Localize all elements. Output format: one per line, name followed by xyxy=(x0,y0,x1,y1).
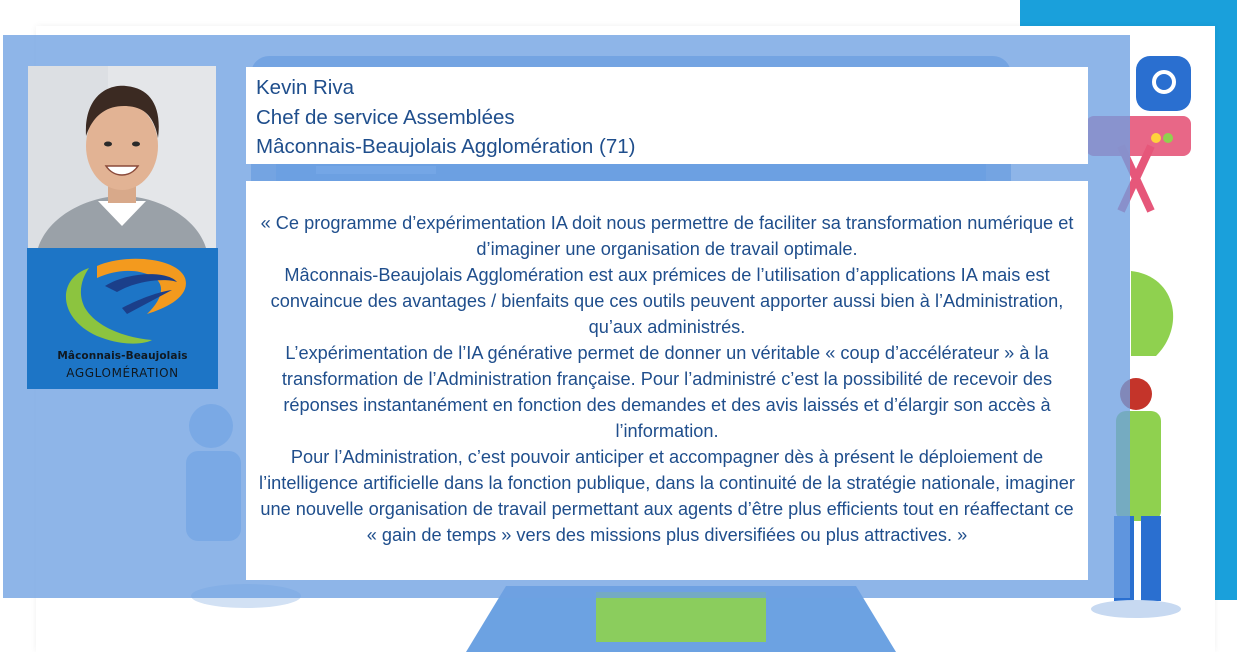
person-name: Kevin Riva xyxy=(256,76,354,99)
portrait-photo xyxy=(28,66,216,248)
quote-paragraph: « Ce programme d’expérimentation IA doit nous permettre de faciliter sa transformation numérique et d’imaginer une organisation de travail optimale. xyxy=(260,213,1074,259)
search-bubble xyxy=(1136,56,1191,111)
identity-box xyxy=(246,67,1088,164)
tablet-screen xyxy=(596,592,766,642)
quote-paragraph: Mâconnais-Beaujolais Agglomération est aux prémices de l’utilisation d’applications IA mais est convaincue des avantages / bienfaits que ces outils peuvent apporter aussi bien à l’Administration, qu’aux administrés. xyxy=(270,265,1064,337)
logo-name: Mâconnais-Beaujolais xyxy=(57,350,188,362)
person-leg xyxy=(1141,516,1161,601)
browser-dot xyxy=(1163,133,1173,143)
logo-heart-icon xyxy=(27,248,218,348)
quote-paragraph: Pour l’Administration, c’est pouvoir anticiper et accompagner dès à présent le déploiement de l’intelligence artificielle dans la fonction publique, dans la continuité de la stratégie nationale, imaginer une nouvelle organisation de travail permettant aux agents d’être plus efficients tout en réaffectant ce « gain de temps » vers des missions plus diversifiées ou plus attractives. » xyxy=(259,447,1075,545)
organization-logo xyxy=(27,248,218,389)
browser-dot xyxy=(1151,133,1161,143)
person-role: Chef de service Assemblées xyxy=(256,105,515,129)
decorative-band-corner xyxy=(1215,578,1237,598)
floor-shadow xyxy=(1091,600,1181,618)
logo-subtitle: AGGLOMÉRATION xyxy=(66,366,179,380)
person-organization: Mâconnais-Beaujolais Agglomération (71) xyxy=(256,135,636,158)
quote-paragraph: L’expérimentation de l’IA générative permet de donner un véritable « coup d’accélérateur » à la transformation de l’Administration française. Pour l’administré c’est la possibilité de recevoir des réponses instantanément en fonction des demandes et des avis laissés et d’élargir son accès à l’information. xyxy=(281,343,1053,441)
testimonial-quote xyxy=(246,181,1088,580)
portrait-illustration xyxy=(28,66,216,248)
leaf-shape xyxy=(1131,271,1173,356)
